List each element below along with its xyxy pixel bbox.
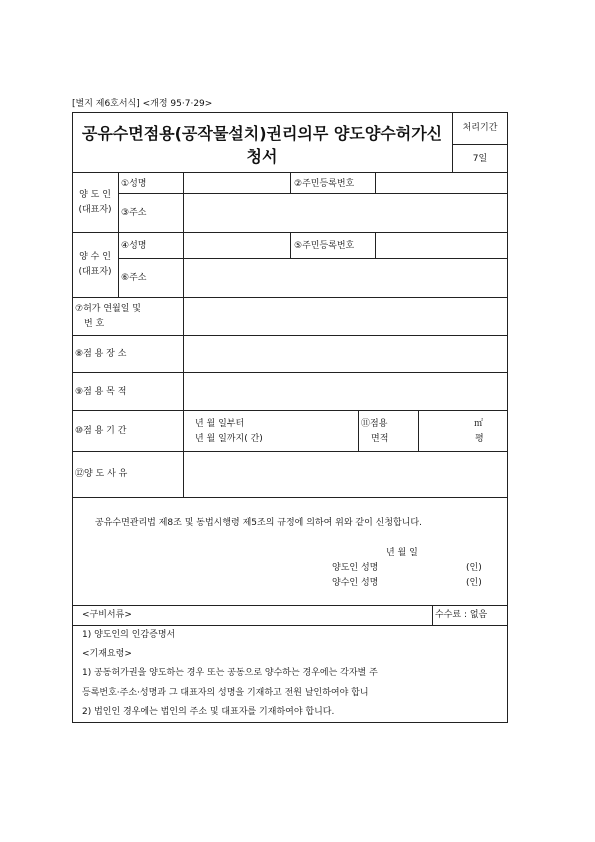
transferee-signature-label: 양수인 성명 bbox=[332, 578, 379, 588]
transferee-address-label: ⑥주소 bbox=[121, 273, 147, 283]
form-number-note: [별지 제6호서식] <개정 95·7·29> bbox=[72, 99, 213, 109]
transferor-representative-label: (대표자) bbox=[78, 205, 112, 215]
occupancy-area-label: ⑪점용 bbox=[361, 419, 388, 429]
form-title-continued: 청서 bbox=[246, 147, 278, 166]
transferor-name-field[interactable] bbox=[185, 174, 288, 192]
transferor-label: 양 도 인 bbox=[79, 190, 111, 200]
transferor-id-label: ②주민등록번호 bbox=[294, 179, 355, 189]
instructions-heading: <기재요령> bbox=[82, 649, 132, 659]
transferee-id-field[interactable] bbox=[377, 234, 506, 257]
transferor-name-label: ①성명 bbox=[121, 179, 147, 189]
fee-info: 수수료 : 없음 bbox=[435, 610, 488, 620]
occupancy-purpose-label: ⑨점 용 목 적 bbox=[75, 387, 127, 397]
instruction-line: 2) 법인인 경우에는 법인의 주소 및 대표자를 기재하여야 합니다. bbox=[82, 707, 335, 717]
instruction-line: 등록번호·주소·성명과 그 대표자의 성명을 기재하고 전원 날인하여야 합니 bbox=[82, 688, 369, 698]
transferee-id-label: ⑤주민등록번호 bbox=[294, 241, 355, 251]
occupancy-area-label-continued: 면적 bbox=[371, 434, 389, 444]
transfer-reason-label: ⑫양 도 사 유 bbox=[75, 469, 128, 479]
application-date[interactable]: 년 월 일 bbox=[386, 548, 418, 558]
transferor-signature-label: 양도인 성명 bbox=[332, 563, 379, 573]
instruction-line: 1) 공동허가권을 양도하는 경우 또는 공동으로 양수하는 경우에는 각자별 주 bbox=[82, 668, 378, 678]
occupancy-period-from[interactable]: 년 월 일부터 bbox=[195, 419, 245, 429]
occupancy-place-label: ⑧점 용 장 소 bbox=[75, 349, 127, 359]
transferor-seal: (인) bbox=[466, 563, 482, 573]
form-title: 공유수면점용(공작물설치)권리의무 양도양수허가신 bbox=[81, 124, 443, 143]
permit-date-label: ⑦허가 연월일 및 bbox=[75, 304, 141, 314]
area-unit-sqm: ㎡ bbox=[474, 419, 484, 429]
transferor-address-field[interactable] bbox=[185, 195, 506, 231]
required-docs-heading: <구비서류> bbox=[82, 610, 132, 620]
transferor-id-field[interactable] bbox=[377, 174, 506, 192]
occupancy-purpose-field[interactable] bbox=[185, 374, 506, 409]
transferee-representative-label: (대표자) bbox=[78, 267, 112, 277]
transferee-name-field[interactable] bbox=[185, 234, 288, 257]
transferee-name-label: ④성명 bbox=[121, 241, 147, 251]
transferee-address-field[interactable] bbox=[185, 260, 506, 296]
permit-date-field[interactable] bbox=[185, 299, 506, 334]
transferee-label: 양 수 인 bbox=[79, 252, 111, 262]
transferor-address-label: ③주소 bbox=[121, 208, 147, 218]
transferee-seal: (인) bbox=[466, 578, 482, 588]
declaration-text: 공유수면관리법 제8조 및 동법시행령 제5조의 규정에 의하여 위와 같이 신청합니다. bbox=[95, 518, 422, 528]
occupancy-place-field[interactable] bbox=[185, 337, 506, 371]
transfer-reason-field[interactable] bbox=[185, 453, 506, 496]
occupancy-period-to[interactable]: 년 월 일까지( 간) bbox=[195, 434, 263, 444]
required-doc-item: 1) 양도인의 인감증명서 bbox=[82, 630, 176, 640]
area-unit-pyeong: 평 bbox=[475, 434, 484, 444]
occupancy-period-label: ⑩점 용 기 간 bbox=[75, 426, 127, 436]
processing-period-label: 처리기간 bbox=[462, 123, 498, 133]
permit-number-label: 번 호 bbox=[84, 319, 105, 329]
processing-period-value: 7일 bbox=[472, 154, 488, 164]
